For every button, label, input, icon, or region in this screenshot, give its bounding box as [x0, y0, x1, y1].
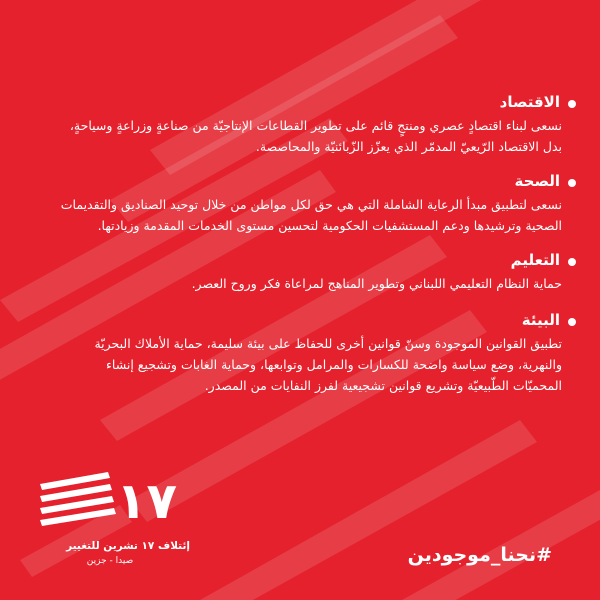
section-health: [60, 171, 562, 236]
bullet-dot: [568, 100, 576, 108]
section-environment: [60, 310, 562, 396]
hashtag: #نحنا_موجودين: [407, 544, 552, 566]
section-title: البيئة: [521, 311, 560, 329]
section-economy: [60, 92, 562, 157]
section-education: [60, 250, 562, 294]
logo-flag-icon: [38, 470, 128, 534]
section-body: تطبيق القوانين الموجودة وسنّ قوانين أخرى للحفاظ على بيئة سليمة، حماية الأملاك البحريّة والنهرية، وضع سياسة واضحة للكسارات والمرامل وتوابعها، وحماية الغابات وتشجيع إنشاء المحميّات الطّبيعيّة وتشريع قوانين تشجيعية لفرز النفايات من المصدر.: [94, 336, 562, 393]
bullet-dot: [568, 318, 576, 326]
coalition-logo: [30, 470, 230, 580]
section-title: الاقتصاد: [499, 93, 560, 111]
section-body: نسعى لبناء اقتصادٍ عصري ومنتجٍ قائم على تطوير القطاعات الإنتاجيّة من صناعةٍ وزراعةٍ وسياحةٍ، بدل الاقتصاد الرّيعيّ المدمّر الذي يعزّز الزّبائنيّة والمحاصصة.: [69, 118, 562, 154]
logo-number: ١٧: [116, 472, 178, 530]
section-body: نسعى لتطبيق مبدأ الرعاية الشاملة التي هي حق لكل مواطن من خلال توحيد الصناديق والتقديمات الصحية وترشيدها ودعم المستشفيات الحكومية لتحسين مستوى الخدمات المقدمة وزيادتها.: [60, 197, 562, 233]
section-body: حماية النظام التعليمي اللبناني وتطوير المناهج لمراعاة فكر وروح العصر.: [191, 276, 562, 291]
bullet-dot: [568, 179, 576, 187]
bullet-dot: [568, 258, 576, 266]
logo-name: إئتلاف ١٧ تشرين للتغيير: [66, 540, 190, 552]
policy-sections: [60, 92, 562, 396]
logo-place: صيدا - جزين: [86, 556, 134, 566]
section-title: الصحة: [514, 172, 560, 190]
section-title: التعليم: [510, 251, 560, 269]
